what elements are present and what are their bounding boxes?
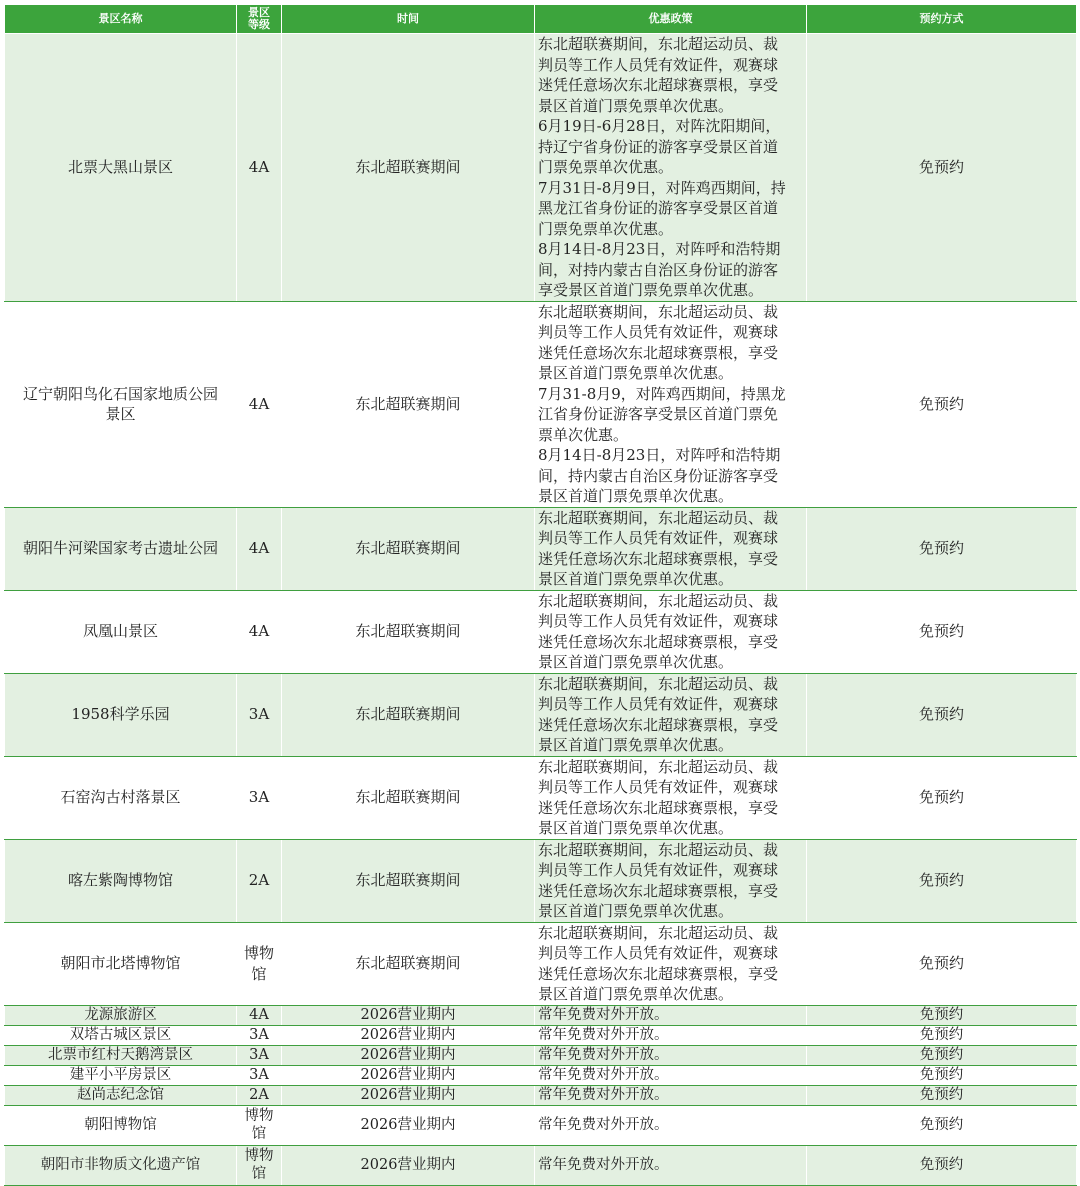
cell-level: 3A <box>237 1025 282 1045</box>
table-row <box>5 1045 1077 1065</box>
cell-time: 2026营业期内 <box>282 1025 535 1045</box>
cell-time: 2026营业期内 <box>282 1145 535 1185</box>
cell-policy: 常年免费对外开放。 <box>535 1025 807 1045</box>
cell-level: 4A <box>237 1005 282 1025</box>
table-row <box>5 1005 1077 1025</box>
cell-policy: 常年免费对外开放。 <box>535 1105 807 1145</box>
cell-name: 双塔古城区景区 <box>5 1025 237 1045</box>
header-level: 景区 等级 <box>237 5 282 34</box>
cell-level: 博物 馆 <box>237 1145 282 1185</box>
cell-booking: 免预约 <box>807 1065 1077 1085</box>
cell-name: 石窑沟古村落景区 <box>5 756 237 839</box>
cell-booking: 免预约 <box>807 922 1077 1005</box>
cell-name: 辽宁朝阳鸟化石国家地质公园 景区 <box>5 301 237 507</box>
cell-policy: 常年免费对外开放。 <box>535 1065 807 1085</box>
cell-booking: 免预约 <box>807 507 1077 590</box>
cell-booking: 免预约 <box>807 34 1077 302</box>
table-row <box>5 1105 1077 1145</box>
cell-name: 朝阳牛河梁国家考古遗址公园 <box>5 507 237 590</box>
cell-level: 3A <box>237 1065 282 1085</box>
cell-booking: 免预约 <box>807 1085 1077 1105</box>
cell-policy: 常年免费对外开放。 <box>535 1145 807 1185</box>
cell-booking: 免预约 <box>807 301 1077 507</box>
cell-policy: 东北超联赛期间，东北超运动员、裁 判员等工作人员凭有效证件，观赛球 迷凭任意场次东北超球赛票根，享受 景区首道门票免票单次优惠。 7月31-8月9，对阵鸡西期间，持黑龙 江省身份证游客享受景区首道门票免 票单次优惠。 8月14日-8月23日，对阵呼和浩特期 间，持内蒙古自治区身份证游客享受 景区首道门票免票单次优惠。 <box>535 301 807 507</box>
cell-time: 东北超联赛期间 <box>282 756 535 839</box>
cell-level: 博物 馆 <box>237 922 282 1005</box>
cell-policy: 常年免费对外开放。 <box>535 1045 807 1065</box>
cell-policy: 东北超联赛期间，东北超运动员、裁 判员等工作人员凭有效证件，观赛球 迷凭任意场次东北超球赛票根，享受 景区首道门票免票单次优惠。 <box>535 756 807 839</box>
cell-time: 东北超联赛期间 <box>282 34 535 302</box>
cell-booking: 免预约 <box>807 1045 1077 1065</box>
cell-policy: 东北超联赛期间，东北超运动员、裁 判员等工作人员凭有效证件，观赛球 迷凭任意场次东北超球赛票根，享受 景区首道门票免票单次优惠。 <box>535 922 807 1005</box>
table-row <box>5 1025 1077 1045</box>
cell-time: 东北超联赛期间 <box>282 673 535 756</box>
header-policy: 优惠政策 <box>535 5 807 34</box>
cell-policy: 东北超联赛期间，东北超运动员、裁 判员等工作人员凭有效证件，观赛球 迷凭任意场次东北超球赛票根，享受 景区首道门票免票单次优惠。 <box>535 590 807 673</box>
table-row <box>5 839 1077 922</box>
table-row <box>5 301 1077 507</box>
table-row <box>5 1065 1077 1085</box>
cell-booking: 免预约 <box>807 756 1077 839</box>
cell-level: 博物 馆 <box>237 1105 282 1145</box>
cell-name: 龙源旅游区 <box>5 1005 237 1025</box>
cell-policy: 东北超联赛期间，东北超运动员、裁 判员等工作人员凭有效证件，观赛球 迷凭任意场次东北超球赛票根，享受 景区首道门票免票单次优惠。 6月19日-6月28日，对阵沈阳期间， 持辽宁省身份证的游客享受景区首道 门票免票单次优惠。 7月31日-8月9日，对阵鸡西期间，持 黑龙江省身份证的游客享受景区首道 门票免票单次优惠。 8月14日-8月23日，对阵呼和浩特期 间，对持内蒙古自治区身份证的游客 享受景区首道门票免票单次优惠。 <box>535 34 807 302</box>
cell-name: 1958科学乐园 <box>5 673 237 756</box>
cell-booking: 免预约 <box>807 590 1077 673</box>
cell-level: 4A <box>237 590 282 673</box>
cell-name: 北票市红村天鹅湾景区 <box>5 1045 237 1065</box>
cell-level: 4A <box>237 301 282 507</box>
cell-name: 凤凰山景区 <box>5 590 237 673</box>
cell-time: 东北超联赛期间 <box>282 922 535 1005</box>
table-row <box>5 507 1077 590</box>
cell-booking: 免预约 <box>807 1105 1077 1145</box>
cell-level: 2A <box>237 1085 282 1105</box>
cell-policy: 东北超联赛期间，东北超运动员、裁 判员等工作人员凭有效证件，观赛球 迷凭任意场次东北超球赛票根，享受 景区首道门票免票单次优惠。 <box>535 507 807 590</box>
cell-time: 2026营业期内 <box>282 1065 535 1085</box>
header-booking: 预约方式 <box>807 5 1077 34</box>
cell-name: 朝阳市北塔博物馆 <box>5 922 237 1005</box>
cell-name: 喀左紫陶博物馆 <box>5 839 237 922</box>
cell-level: 4A <box>237 34 282 302</box>
cell-policy: 东北超联赛期间，东北超运动员、裁 判员等工作人员凭有效证件，观赛球 迷凭任意场次东北超球赛票根，享受 景区首道门票免票单次优惠。 <box>535 673 807 756</box>
cell-policy: 常年免费对外开放。 <box>535 1085 807 1105</box>
table-row <box>5 922 1077 1005</box>
header-name: 景区名称 <box>5 5 237 34</box>
cell-name: 北票大黑山景区 <box>5 34 237 302</box>
cell-name: 朝阳市非物质文化遗产馆 <box>5 1145 237 1185</box>
cell-time: 东北超联赛期间 <box>282 301 535 507</box>
cell-time: 东北超联赛期间 <box>282 839 535 922</box>
scenic-spot-table <box>4 4 1077 1186</box>
cell-time: 2026营业期内 <box>282 1005 535 1025</box>
cell-booking: 免预约 <box>807 1145 1077 1185</box>
header-time: 时间 <box>282 5 535 34</box>
cell-name: 朝阳博物馆 <box>5 1105 237 1145</box>
cell-level: 3A <box>237 673 282 756</box>
table-row <box>5 34 1077 302</box>
cell-time: 2026营业期内 <box>282 1105 535 1145</box>
cell-time: 2026营业期内 <box>282 1085 535 1105</box>
cell-time: 2026营业期内 <box>282 1045 535 1065</box>
cell-level: 2A <box>237 839 282 922</box>
table-row <box>5 673 1077 756</box>
cell-name: 建平小平房景区 <box>5 1065 237 1085</box>
cell-policy: 东北超联赛期间，东北超运动员、裁 判员等工作人员凭有效证件，观赛球 迷凭任意场次东北超球赛票根，享受 景区首道门票免票单次优惠。 <box>535 839 807 922</box>
cell-level: 3A <box>237 756 282 839</box>
cell-level: 4A <box>237 507 282 590</box>
cell-policy: 常年免费对外开放。 <box>535 1005 807 1025</box>
table-row <box>5 590 1077 673</box>
cell-time: 东北超联赛期间 <box>282 507 535 590</box>
cell-time: 东北超联赛期间 <box>282 590 535 673</box>
table-row <box>5 756 1077 839</box>
cell-booking: 免预约 <box>807 839 1077 922</box>
cell-level: 3A <box>237 1045 282 1065</box>
cell-booking: 免预约 <box>807 1005 1077 1025</box>
cell-booking: 免预约 <box>807 1025 1077 1045</box>
table-row <box>5 1145 1077 1185</box>
table-row <box>5 1085 1077 1105</box>
cell-booking: 免预约 <box>807 673 1077 756</box>
cell-name: 赵尚志纪念馆 <box>5 1085 237 1105</box>
header-row <box>5 5 1077 34</box>
